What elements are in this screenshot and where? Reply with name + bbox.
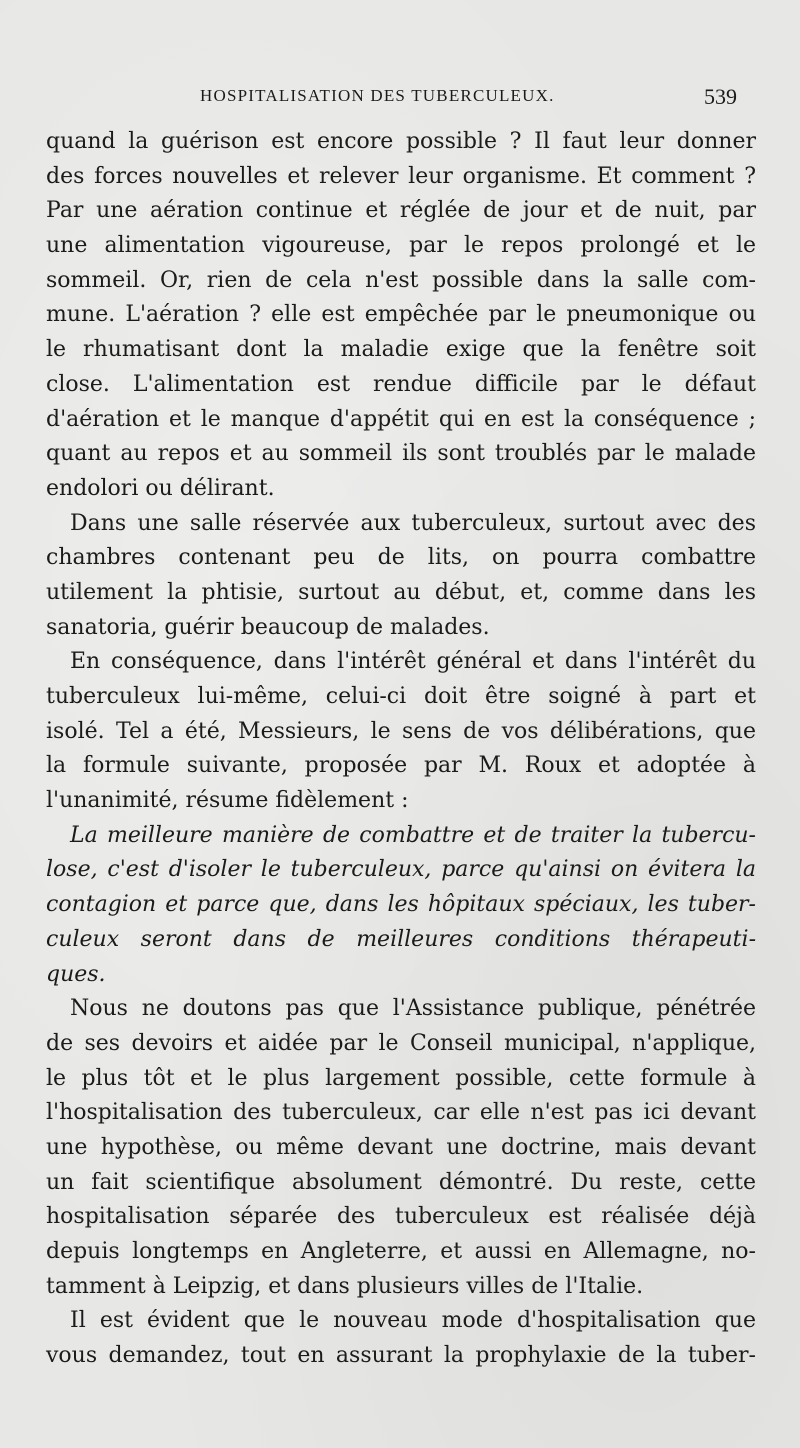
text-line: tuberculeux lui-même, celui-ci doit être soigné à part et [46,684,756,709]
text-line: quand la guérison est encore possible ? Il faut leur donner [46,129,756,154]
body-text [46,125,756,1374]
text-line: chambres contenant peu de lits, on pourra combattre [46,545,756,571]
text-line: culeux seront dans de meilleures conditions thérapeuti- [46,926,756,952]
text-line: Il est évident que le nouveau mode d'hospitalisation que [70,1308,756,1334]
text-line: contagion et parce que, dans les hôpitaux spéciaux, les tuber- [46,892,756,918]
text-line: isolé. Tel a été, Messieurs, le sens de vos délibérations, que [46,718,756,744]
text-line: Par une aération continue et réglée de jour et de nuit, par [46,198,756,224]
text-line: Nous ne doutons pas que l'Assistance publique, pénétrée [70,996,756,1022]
text-line: En conséquence, dans l'intérêt général et dans l'intérêt du [70,649,756,675]
text-line: endolori ou délirant. [46,475,275,501]
text-line: hospitalisation séparée des tuberculeux est réalisée déjà [46,1204,756,1230]
text-line: des forces nouvelles et relever leur organisme. Et comment ? [46,163,756,189]
text-line: lose, c'est d'isoler le tuberculeux, parce qu'ainsi on évitera la [46,857,756,883]
text-line: le rhumatisant dont la maladie exige que la fenêtre soit [46,337,756,363]
running-head: HOSPITALISATION DES TUBERCULEUX. [200,86,555,105]
text-line: l'hospitalisation des tuberculeux, car elle n'est pas ici devant [46,1100,756,1126]
text-line: utilement la phtisie, surtout au début, et, comme dans les [46,579,756,605]
text-line: la formule suivante, proposée par M. Roux et adoptée à [46,753,756,779]
text-line: ques. [46,961,106,987]
text-line: le plus tôt et le plus largement possible, cette formule à [46,1065,756,1091]
text-line: quant au repos et au sommeil ils sont troublés par le malade [46,441,756,467]
text-line: une alimentation vigoureuse, par le repos prolongé et le [46,233,756,259]
text-line: La meilleure manière de combattre et de traiter la tubercu- [70,822,756,848]
text-line: l'unanimité, résume fidèlement : [46,788,409,814]
text-line: mune. L'aération ? elle est empêchée par le pneumonique ou [46,302,756,328]
text-line: d'aération et le manque d'appétit qui en est la conséquence ; [46,406,756,432]
text-line: sanatoria, guérir beaucoup de malades. [46,614,490,640]
text-line: depuis longtemps en Angleterre, et aussi en Allemagne, no- [46,1239,756,1264]
text-line: vous demandez, tout en assurant la prophylaxie de la tuber- [46,1343,756,1369]
text-line: de ses devoirs et aidée par le Conseil municipal, n'applique, [46,1030,756,1056]
text-line: sommeil. Or, rien de cela n'est possible dans la salle com- [46,267,756,293]
text-line: Dans une salle réservée aux tuberculeux, surtout avec des [70,510,756,536]
text-line: tamment à Leipzig, et dans plusieurs villes de l'Italie. [46,1273,644,1299]
text-line: un fait scientifique absolument démontré. Du reste, cette [46,1169,756,1195]
page-number: 539 [704,84,737,109]
text-line: close. L'alimentation est rendue difficile par le défaut [46,371,756,397]
text-line: une hypothèse, ou même devant une doctrine, mais devant [46,1134,756,1160]
